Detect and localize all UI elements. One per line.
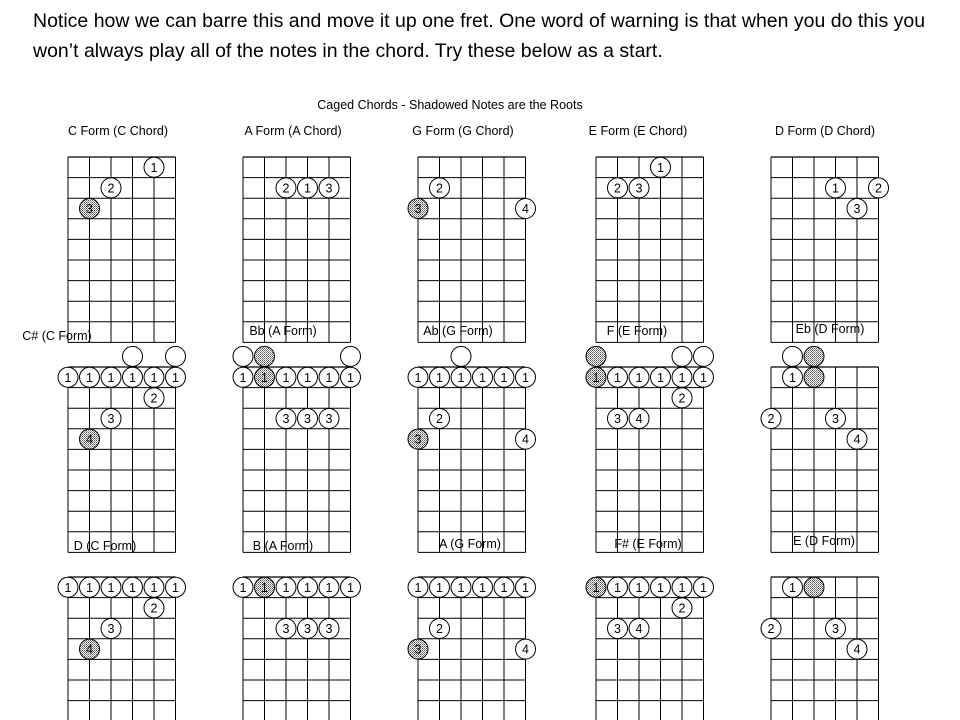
- finger-number: 1: [678, 580, 686, 595]
- barre-dot: [629, 577, 649, 597]
- barre-dot: [101, 367, 121, 387]
- open-string-circle: [783, 346, 803, 366]
- finger-number: 1: [239, 580, 247, 595]
- barre-dot: [58, 577, 78, 597]
- fretboard-grid: [68, 157, 176, 342]
- finger-number: 1: [522, 580, 529, 595]
- open-string-circle: [341, 346, 361, 366]
- finger-number: 2: [678, 391, 686, 406]
- finger-number: 1: [150, 370, 158, 385]
- finger-number: 1: [436, 370, 443, 385]
- root-note-dot: [408, 639, 428, 659]
- finger-number: 2: [150, 391, 158, 406]
- chord-name: Bb (A Form): [249, 324, 317, 338]
- barre-dot: [473, 577, 493, 597]
- barre-dot: [233, 577, 253, 597]
- barre-dot: [586, 367, 606, 387]
- chord-name: C# (C Form): [22, 329, 92, 343]
- finger-dot: [847, 199, 867, 219]
- barre-dot: [166, 367, 186, 387]
- finger-number: 4: [86, 642, 93, 657]
- barre-dot: [694, 367, 714, 387]
- finger-number: 1: [500, 370, 508, 385]
- barre-dot: [298, 577, 318, 597]
- open-string-circle: [451, 346, 471, 366]
- finger-dot: [144, 157, 164, 177]
- finger-number: 4: [635, 412, 643, 426]
- finger-number: 1: [657, 370, 664, 385]
- finger-number: 1: [592, 370, 600, 385]
- finger-number: 1: [657, 580, 664, 595]
- finger-number: 3: [414, 202, 422, 216]
- barre-dot: [651, 577, 671, 597]
- finger-number: 4: [853, 432, 861, 447]
- finger-number: 1: [414, 370, 422, 385]
- finger-number: 1: [414, 580, 422, 595]
- open-string-circle: [694, 346, 714, 366]
- finger-number: 1: [129, 580, 136, 595]
- barre-dot: [58, 367, 78, 387]
- fretboard-grid: [418, 577, 526, 720]
- finger-dot: [276, 409, 296, 429]
- finger-number: 1: [86, 370, 93, 385]
- finger-number: 1: [172, 580, 179, 595]
- finger-number: 3: [304, 412, 311, 426]
- fretboard-grid: [418, 367, 526, 552]
- finger-number: 2: [107, 181, 115, 196]
- finger-dot: [761, 409, 781, 429]
- barre-dot: [80, 367, 100, 387]
- finger-number: 2: [614, 181, 621, 196]
- finger-number: 1: [614, 580, 621, 595]
- finger-number: 1: [239, 370, 247, 385]
- barre-dot: [694, 577, 714, 597]
- finger-number: 1: [700, 580, 707, 595]
- finger-number: 3: [304, 622, 311, 636]
- barre-dot: [516, 367, 536, 387]
- barre-dot: [608, 577, 628, 597]
- finger-number: 1: [304, 370, 311, 385]
- barre-dot: [166, 577, 186, 597]
- finger-number: 1: [457, 370, 465, 385]
- finger-dot: [672, 388, 692, 408]
- barre-dot: [408, 577, 428, 597]
- finger-number: 1: [261, 370, 268, 385]
- finger-number: 1: [500, 580, 508, 595]
- finger-dot: [826, 178, 846, 198]
- finger-number: 1: [261, 580, 268, 595]
- chord-diagram: [408, 537, 536, 720]
- barre-dot: [341, 367, 361, 387]
- finger-dot: [298, 409, 318, 429]
- finger-dot: [783, 577, 803, 597]
- barre-dot: [123, 577, 143, 597]
- chord-name: D (C Form): [73, 539, 137, 553]
- finger-number: 1: [678, 370, 686, 385]
- finger-number: 2: [436, 412, 443, 426]
- finger-number: 3: [325, 412, 333, 426]
- finger-number: 1: [150, 580, 158, 595]
- finger-number: 1: [479, 370, 486, 385]
- finger-number: 3: [414, 642, 422, 657]
- root-note-dot: [80, 429, 100, 449]
- finger-number: 1: [304, 181, 311, 196]
- finger-dot: [298, 178, 318, 198]
- finger-number: 1: [479, 580, 486, 595]
- root-note-dot: [804, 367, 824, 387]
- open-string-circle: [672, 346, 692, 366]
- finger-number: 1: [614, 370, 621, 385]
- barre-dot: [80, 577, 100, 597]
- open-root-string-circle: [255, 346, 275, 366]
- finger-number: 3: [325, 181, 333, 196]
- chord-name: E (D Form): [793, 534, 855, 548]
- open-string-circle: [166, 346, 186, 366]
- fretboard-grid: [771, 157, 879, 342]
- chord-name: A Form (A Chord): [244, 124, 342, 138]
- finger-number: 1: [107, 580, 115, 595]
- finger-dot: [144, 598, 164, 618]
- finger-number: 3: [107, 412, 115, 426]
- barre-dot: [451, 367, 471, 387]
- chord-diagram: [408, 324, 536, 552]
- finger-number: 3: [832, 622, 839, 636]
- finger-number: 1: [282, 580, 290, 595]
- finger-number: 4: [522, 642, 529, 657]
- finger-dot: [101, 178, 121, 198]
- finger-number: 3: [282, 412, 290, 426]
- finger-dot: [516, 199, 536, 219]
- finger-dot: [144, 388, 164, 408]
- intro-paragraph: Notice how we can barre this and move it up one fret. One word of warning is that when you do this you won’t always play all of the notes in the chord. Try these below as a start.: [33, 10, 926, 62]
- open-string-circle: [233, 346, 253, 366]
- barre-dot: [430, 367, 450, 387]
- fretboard-grid: [596, 577, 704, 720]
- finger-number: 3: [325, 622, 333, 636]
- finger-number: 1: [457, 580, 465, 595]
- barre-dot: [608, 367, 628, 387]
- chord-name: F (E Form): [606, 324, 668, 338]
- finger-number: 1: [592, 580, 600, 595]
- barre-dot: [586, 577, 606, 597]
- chord-name: G Form (G Chord): [412, 124, 514, 138]
- finger-dot: [430, 178, 450, 198]
- finger-number: 4: [853, 642, 861, 657]
- root-note-circle: [804, 367, 824, 387]
- finger-dot: [101, 619, 121, 639]
- finger-dot: [430, 409, 450, 429]
- barre-dot: [101, 577, 121, 597]
- finger-number: 1: [347, 370, 354, 385]
- root-note-dot: [408, 429, 428, 449]
- finger-dot: [608, 409, 628, 429]
- chord-name: C Form (C Chord): [67, 124, 169, 138]
- barre-dot: [276, 577, 296, 597]
- finger-dot: [319, 619, 339, 639]
- finger-dot: [276, 178, 296, 198]
- finger-dot: [783, 367, 803, 387]
- chord-diagram: [22, 329, 185, 552]
- finger-number: 2: [875, 181, 882, 196]
- finger-number: 1: [172, 370, 179, 385]
- finger-dot: [516, 429, 536, 449]
- finger-number: 1: [657, 160, 664, 175]
- finger-number: 1: [832, 181, 839, 196]
- figure-title: Caged Chords - Shadowed Notes are the Roots: [317, 98, 583, 112]
- finger-number: 1: [150, 160, 158, 175]
- finger-number: 3: [414, 432, 422, 447]
- finger-number: 3: [635, 181, 643, 196]
- finger-number: 2: [678, 601, 686, 616]
- finger-number: 4: [522, 202, 529, 216]
- finger-number: 2: [767, 412, 775, 426]
- finger-number: 1: [635, 580, 643, 595]
- barre-dot: [276, 367, 296, 387]
- root-note-dot: [80, 639, 100, 659]
- barre-dot: [672, 367, 692, 387]
- finger-number: 1: [436, 580, 443, 595]
- finger-dot: [761, 619, 781, 639]
- fretboard-grid: [771, 367, 879, 552]
- finger-number: 2: [767, 622, 775, 636]
- finger-dot: [430, 619, 450, 639]
- finger-dot: [826, 409, 846, 429]
- finger-number: 1: [282, 370, 290, 385]
- root-note-dot: [80, 199, 100, 219]
- barre-dot: [144, 577, 164, 597]
- finger-number: 1: [325, 370, 333, 385]
- finger-number: 3: [107, 622, 115, 636]
- open-root-string-circle: [586, 346, 606, 366]
- finger-number: 1: [635, 370, 643, 385]
- barre-dot: [672, 577, 692, 597]
- barre-dot: [144, 367, 164, 387]
- finger-number: 4: [522, 432, 529, 447]
- finger-number: 1: [522, 370, 529, 385]
- barre-dot: [651, 367, 671, 387]
- barre-dot: [255, 577, 275, 597]
- finger-number: 2: [282, 181, 290, 196]
- finger-dot: [298, 619, 318, 639]
- barre-dot: [494, 577, 514, 597]
- finger-dot: [608, 619, 628, 639]
- finger-dot: [847, 639, 867, 659]
- barre-dot: [430, 577, 450, 597]
- finger-number: 1: [789, 580, 796, 595]
- finger-number: 1: [64, 580, 72, 595]
- finger-dot: [319, 178, 339, 198]
- open-root-string-circle: [804, 346, 824, 366]
- barre-dot: [341, 577, 361, 597]
- finger-number: 1: [64, 370, 72, 385]
- finger-dot: [319, 409, 339, 429]
- fretboard-grid: [243, 577, 351, 720]
- finger-dot: [826, 619, 846, 639]
- finger-number: 1: [107, 370, 115, 385]
- fretboard-grid: [243, 367, 351, 552]
- finger-number: 3: [86, 202, 93, 216]
- barre-dot: [408, 367, 428, 387]
- finger-number: 1: [86, 580, 93, 595]
- finger-dot: [629, 619, 649, 639]
- barre-dot: [473, 367, 493, 387]
- finger-number: 2: [436, 622, 443, 636]
- chord-diagram: [233, 539, 361, 720]
- barre-dot: [629, 367, 649, 387]
- chord-name: Eb (D Form): [795, 322, 865, 336]
- barre-dot: [319, 367, 339, 387]
- chord-diagrams: [22, 124, 888, 720]
- finger-number: 3: [853, 202, 861, 216]
- finger-dot: [869, 178, 889, 198]
- barre-dot: [123, 367, 143, 387]
- chord-diagram: [58, 539, 186, 720]
- root-note-dot: [408, 199, 428, 219]
- barre-dot: [516, 577, 536, 597]
- finger-dot: [101, 409, 121, 429]
- finger-dot: [608, 178, 628, 198]
- finger-number: 4: [635, 622, 643, 636]
- finger-number: 2: [436, 181, 443, 196]
- finger-dot: [276, 619, 296, 639]
- finger-number: 1: [304, 580, 311, 595]
- chord-name: B (A Form): [252, 539, 314, 553]
- chord-name: Ab (G Form): [423, 324, 493, 338]
- finger-number: 3: [832, 412, 839, 426]
- root-note-dot: [804, 577, 824, 597]
- chord-name: F# (E Form): [614, 537, 682, 551]
- finger-number: 3: [614, 412, 621, 426]
- root-note-circle: [804, 577, 824, 597]
- open-string-circle: [123, 346, 143, 366]
- chord-name: E Form (E Chord): [588, 124, 688, 138]
- barre-dot: [319, 577, 339, 597]
- finger-number: 1: [789, 370, 796, 385]
- finger-number: 3: [614, 622, 621, 636]
- chord-name: A (G Form): [439, 537, 501, 551]
- finger-dot: [672, 598, 692, 618]
- finger-dot: [629, 178, 649, 198]
- barre-dot: [255, 367, 275, 387]
- finger-dot: [651, 157, 671, 177]
- finger-dot: [516, 639, 536, 659]
- finger-number: 1: [129, 370, 136, 385]
- finger-dot: [629, 409, 649, 429]
- barre-dot: [233, 367, 253, 387]
- finger-number: 3: [282, 622, 290, 636]
- chord-name: D Form (D Chord): [774, 124, 876, 138]
- chord-diagram: [586, 537, 714, 720]
- finger-number: 1: [700, 370, 707, 385]
- finger-number: 1: [325, 580, 333, 595]
- barre-dot: [298, 367, 318, 387]
- finger-dot: [847, 429, 867, 449]
- barre-dot: [494, 367, 514, 387]
- finger-number: 4: [86, 432, 93, 447]
- finger-number: 1: [347, 580, 354, 595]
- barre-dot: [451, 577, 471, 597]
- finger-number: 2: [150, 601, 158, 616]
- chord-diagram: [761, 534, 879, 720]
